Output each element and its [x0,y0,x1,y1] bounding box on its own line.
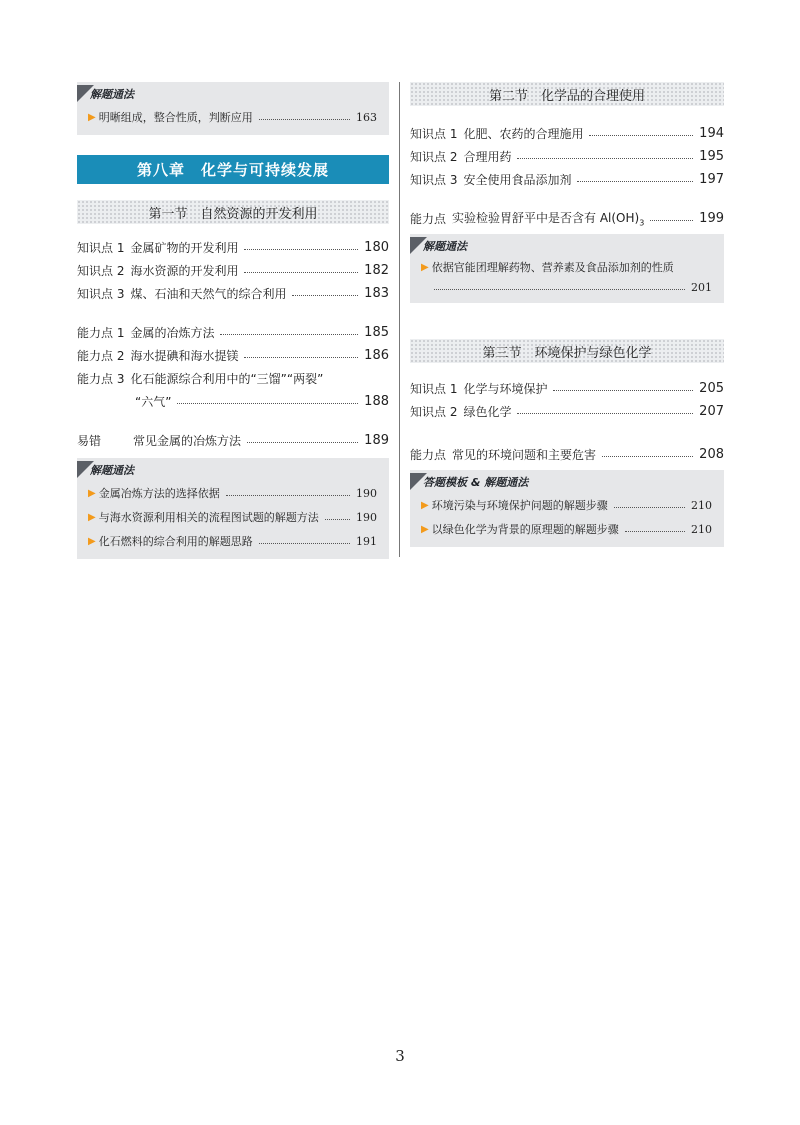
tip-item-page: 163 [356,110,377,124]
tip-item-text: 化石燃料的综合利用的解题思路 [98,535,253,548]
tip-box-top [77,82,389,135]
entry-page: 208 [699,447,724,462]
tip-header [77,461,389,481]
leader-dots [589,135,693,136]
entry-kind: 能力点 [410,448,447,462]
tip-header [410,237,724,257]
entry-kind: 知识点 2 [410,405,458,419]
leader-dots [434,289,685,290]
tip-title: 解题通法 [90,464,134,477]
leader-dots [177,403,358,404]
entry-page: 194 [699,126,724,141]
tip-item-multiline[interactable] [410,257,724,297]
tip-item[interactable] [77,529,389,553]
right-column [410,82,724,547]
toc-entry[interactable] [77,236,389,259]
entry-label: 金属的冶炼方法 [130,326,215,340]
toc-entry[interactable] [410,400,724,423]
leader-dots [602,456,693,457]
subscript: 3 [639,218,645,228]
entry-kind: 知识点 2 [410,150,458,164]
page-number: 3 [395,1047,405,1065]
leader-dots [259,543,350,544]
entry-label: 常见的环境问题和主要危害 [452,448,597,462]
leader-dots [650,220,693,221]
section-title[interactable]: 第二节 化学品的合理使用 [410,82,724,106]
toc-entry[interactable] [410,122,724,145]
toc-entry[interactable] [77,282,389,305]
arrow-bullet-icon: ▶ [421,261,429,273]
leader-dots [325,519,350,520]
entry-label: 化石能源综合利用中的“三馏”“两裂” [130,372,324,386]
tip-item-text: 明晰组成，整合性质，判断应用 [98,111,253,124]
entry-page: 183 [364,286,389,301]
entry-page: 195 [699,149,724,164]
column-divider [399,82,400,557]
entry-label: 煤、石油和天然气的综合利用 [130,287,287,301]
entry-label-main: 实验检验胃舒平中是否含有 Al(OH) [452,211,640,226]
toc-entry[interactable] [410,168,724,191]
entry-kind: 易错 [77,434,102,448]
entry-page: 185 [364,325,389,340]
toc-entry[interactable] [410,145,724,168]
tip-item-text: 金属冶炼方法的选择依据 [98,487,220,500]
tip-item-text: 依据官能团理解药物、营养素及食品添加剂的性质 [431,261,674,274]
entry-label: 常见金属的冶炼方法 [133,434,242,448]
tip-header [77,85,389,105]
entry-label: 合理用药 [463,150,512,164]
entry-kind: 知识点 3 [410,173,458,187]
leader-dots [292,295,358,296]
leader-dots [577,181,693,182]
tip-title: 解题通法 [90,88,134,101]
entry-label [452,209,644,227]
toc-entry[interactable] [77,321,389,344]
tip-item-text: 与海水资源利用相关的流程图试题的解题方法 [98,511,319,524]
entry-kind: 知识点 1 [410,382,458,396]
arrow-bullet-icon: ▶ [88,511,96,523]
entry-page: 207 [699,404,724,419]
entry-page: 199 [699,211,724,226]
entry-label: 金属矿物的开发利用 [130,241,239,255]
toc-entry[interactable] [410,207,724,230]
toc-entry[interactable] [410,443,724,466]
leader-dots [517,413,693,414]
toc-entry[interactable] [77,429,389,452]
tip-item-page: 210 [691,522,712,536]
tip-item-page: 210 [691,498,712,512]
entry-kind: 能力点 [410,212,447,226]
toc-entry[interactable] [77,344,389,367]
entry-kind: 知识点 1 [410,127,458,141]
tip-box [410,470,724,547]
tip-item-text: 以绿色化学为背景的原理题的解题步骤 [431,523,619,536]
entry-kind: 知识点 3 [77,287,125,301]
entry-label: 海水提碘和海水提镁 [130,349,239,363]
tip-item-page: 191 [356,534,377,548]
tip-item-page: 190 [356,486,377,500]
left-column [77,82,389,559]
entry-label-continued: “六气” [135,395,172,409]
tip-box [410,234,724,303]
leader-dots [226,495,350,496]
toc-entry-multiline[interactable] [77,367,389,413]
leader-dots [625,531,685,532]
entry-kind: 知识点 1 [77,241,125,255]
entry-page: 188 [364,394,389,409]
tip-item[interactable] [77,505,389,529]
entry-label: 化学与环境保护 [463,382,548,396]
leader-dots [553,390,693,391]
toc-entry[interactable] [410,377,724,400]
entry-page: 186 [364,348,389,363]
entry-kind: 知识点 2 [77,264,125,278]
tip-item-text: 环境污染与环境保护问题的解题步骤 [431,499,608,512]
leader-dots [244,249,358,250]
toc-entry[interactable] [77,259,389,282]
arrow-bullet-icon: ▶ [88,487,96,499]
arrow-bullet-icon: ▶ [88,535,96,547]
tip-item-page: 190 [356,510,377,524]
tip-box [77,458,389,559]
entry-kind: 能力点 2 [77,349,125,363]
entry-page: 205 [699,381,724,396]
leader-dots [517,158,693,159]
section-title[interactable]: 第一节 自然资源的开发利用 [77,200,389,224]
leader-dots [247,442,358,443]
entry-page: 197 [699,172,724,187]
entry-page: 180 [364,240,389,255]
entry-label: 化肥、农药的合理施用 [463,127,584,141]
tip-item[interactable] [410,493,724,517]
entry-page: 189 [364,433,389,448]
entry-label: 绿色化学 [463,405,512,419]
tip-item[interactable] [77,105,389,129]
entry-label: 海水资源的开发利用 [130,264,239,278]
entry-label: 安全使用食品添加剂 [463,173,572,187]
entry-kind: 能力点 3 [77,372,125,386]
tip-title: 答题模板 & 解题通法 [423,476,529,489]
leader-dots [614,507,685,508]
leader-dots [244,357,358,358]
entry-kind: 能力点 1 [77,326,125,340]
leader-dots [259,119,350,120]
leader-dots [244,272,358,273]
section-title[interactable]: 第三节 环境保护与绿色化学 [410,339,724,363]
tip-item[interactable] [77,481,389,505]
arrow-bullet-icon: ▶ [421,499,429,511]
tip-item-page: 201 [691,280,712,294]
tip-header [410,473,724,493]
tip-title: 解题通法 [423,240,467,253]
arrow-bullet-icon: ▶ [88,111,96,123]
tip-item[interactable] [410,517,724,541]
chapter-title[interactable]: 第八章 化学与可持续发展 [77,155,389,184]
arrow-bullet-icon: ▶ [421,523,429,535]
entry-page: 182 [364,263,389,278]
leader-dots [220,334,358,335]
